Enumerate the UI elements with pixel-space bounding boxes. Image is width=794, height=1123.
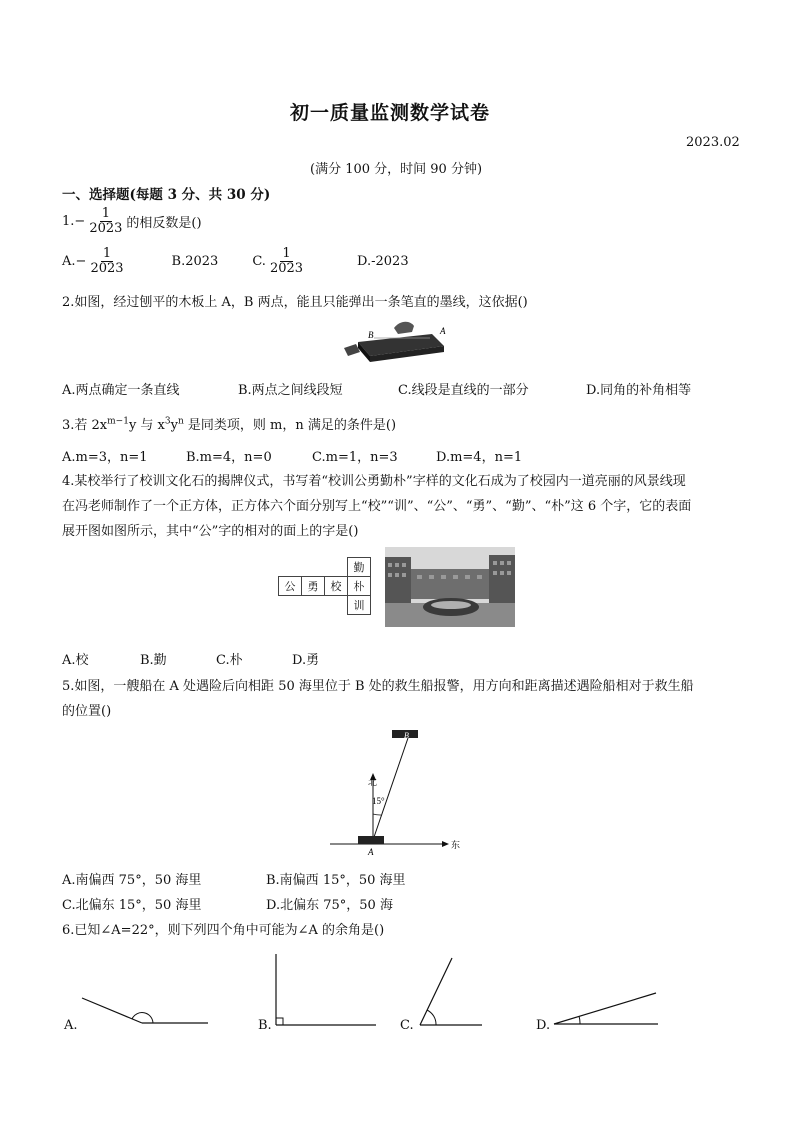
- angle-b-right-mark: [276, 1018, 283, 1025]
- q6-option-b-label[interactable]: B.: [258, 1018, 272, 1033]
- east-arrow: [442, 841, 449, 847]
- q1-option-a-minus: −: [75, 253, 87, 269]
- angle-d-arc: [579, 1016, 580, 1024]
- question-1-options: [62, 247, 409, 275]
- distress-ship-a: [358, 836, 384, 844]
- net-cell-yong: 勇: [302, 577, 325, 596]
- angle-a-arm-1: [82, 998, 142, 1023]
- q1-option-a[interactable]: [62, 247, 128, 275]
- question-3: [62, 414, 396, 433]
- q6-angle-c: [412, 955, 484, 1030]
- q3-sup2: 3: [164, 416, 171, 427]
- q3-post: 是同类项，则 m，n 满足的条件是(): [183, 418, 397, 433]
- q6-option-d-label[interactable]: D.: [536, 1018, 551, 1033]
- hand-left: [344, 344, 360, 356]
- q3-mid2: y: [170, 418, 178, 433]
- q1-numerator: 1: [101, 206, 110, 221]
- q3-option-b[interactable]: B.m=4，n=0: [186, 450, 272, 465]
- exam-date: 2023.02: [686, 135, 740, 150]
- q5-bearing-figure: [330, 722, 470, 862]
- label-b: B: [368, 330, 374, 340]
- angle-c-arc: [427, 1010, 436, 1025]
- point-b-label: B: [404, 731, 409, 740]
- school-stone-photo: [385, 547, 515, 627]
- exam-subtitle: (满分 100 分，时间 90 分钟): [310, 162, 483, 177]
- net-cell-gong: 公: [279, 577, 302, 596]
- stone-inscription: [431, 601, 471, 609]
- q6-option-c-label[interactable]: C.: [400, 1018, 414, 1033]
- q5-option-c[interactable]: C.北偏东 15°，50 海里: [62, 898, 202, 913]
- q1-stem: 的相反数是(): [126, 215, 202, 231]
- q6-angle-d: [550, 988, 662, 1030]
- question-5-options-row-2: [62, 894, 393, 913]
- q2-option-d[interactable]: D.同角的补角相等: [586, 383, 692, 398]
- q1-option-a-numerator: 1: [102, 246, 112, 261]
- q3-option-a[interactable]: A.m=3，n=1: [62, 450, 148, 465]
- line-ab: [373, 738, 408, 840]
- q5-option-a[interactable]: A.南偏西 75°，50 海里: [62, 873, 202, 888]
- label-a: A: [440, 326, 446, 336]
- q1-option-b[interactable]: B.2023: [171, 253, 219, 269]
- q1-option-d[interactable]: D.-2023: [357, 253, 409, 269]
- q1-option-a-label: A.: [62, 253, 76, 269]
- q1-option-c-numerator: 1: [282, 246, 291, 261]
- net-cell-pu: 朴: [348, 577, 371, 596]
- q3-option-d[interactable]: D.m=4，n=1: [436, 450, 523, 465]
- q5-option-d[interactable]: D.北偏东 75°，50 海: [266, 898, 393, 913]
- q6-angle-b: [270, 952, 380, 1030]
- q2-option-c[interactable]: C.线段是直线的一部分: [398, 383, 529, 398]
- q4-option-d[interactable]: D.勇: [292, 653, 320, 668]
- q3-mid1: y 与 x: [128, 418, 165, 433]
- question-1: [62, 207, 202, 235]
- question-3-options: [62, 446, 522, 465]
- net-cell-xun: 训: [348, 596, 371, 615]
- angle-label: 15°: [372, 796, 385, 806]
- q1-option-c-fraction: [268, 247, 305, 275]
- q1-minus: −: [74, 213, 86, 229]
- q3-pre: 3.若 2x: [62, 418, 108, 433]
- q6-option-a-label[interactable]: A.: [64, 1018, 78, 1033]
- question-2: 2.如图，经过刨平的木板上 A，B 两点，能且只能弹出一条笔直的墨线，这依据(): [62, 295, 528, 310]
- q1-option-c[interactable]: [252, 247, 307, 275]
- q6-angle-a: [80, 990, 212, 1030]
- q4-option-a[interactable]: A.校: [62, 653, 89, 668]
- east-label: 东: [451, 841, 461, 851]
- north-label: 北: [368, 778, 378, 788]
- q1-option-c-label: C.: [252, 253, 266, 269]
- q3-sup1: m−1: [107, 416, 129, 427]
- question-4-line-2: 在冯老师制作了一个正方体，正方体六个面分别写上“校”“训”、“公”、“勇”、“勤”、“朴”这 6 个字，它的表面: [62, 499, 692, 514]
- net-cell-qin: 勤: [348, 558, 371, 577]
- q1-fraction: [87, 207, 124, 235]
- section-heading: 一、选择题(每题 3 分、共 30 分): [62, 187, 271, 203]
- q1-denominator: 2023: [89, 220, 123, 236]
- point-a-label: A: [368, 847, 374, 857]
- cube-net: [278, 557, 371, 615]
- q1-option-a-denominator: 2023: [90, 260, 124, 276]
- building-center: [411, 569, 489, 599]
- angle-arc: [373, 814, 381, 815]
- net-cell-xiao: 校: [325, 577, 348, 596]
- q4-option-c[interactable]: C.朴: [216, 653, 243, 668]
- q1-option-a-fraction: [88, 247, 125, 275]
- q4-option-b[interactable]: B.勤: [140, 653, 167, 668]
- q1-prefix: 1.: [62, 213, 75, 229]
- question-5-line-2: 的位置(): [62, 704, 112, 719]
- question-6: 6.已知∠A=22°，则下列四个角中可能为∠A 的余角是(): [62, 923, 385, 938]
- question-5-options-row-1: [62, 869, 406, 888]
- q2-option-a[interactable]: A.两点确定一条直线: [62, 383, 180, 398]
- question-5-line-1: 5.如图，一艘船在 A 处遇险后向相距 50 海里位于 B 处的救生船报警，用方向和距离描述遇险船相对于救生船: [62, 679, 694, 694]
- q3-option-c[interactable]: C.m=1，n=3: [312, 450, 398, 465]
- question-2-options: [62, 379, 691, 398]
- q1-option-c-denominator: 2023: [269, 260, 304, 276]
- q3-sup3: n: [178, 416, 184, 427]
- question-4-line-3: 展开图如图所示，其中“公”字的相对的面上的字是(): [62, 524, 359, 539]
- q5-option-b[interactable]: B.南偏西 15°，50 海里: [266, 873, 406, 888]
- angle-a-arc: [132, 1013, 153, 1023]
- q2-plank-figure: [340, 318, 452, 366]
- page-title: 初一质量监测数学试卷: [290, 102, 491, 124]
- angle-c-arm-1: [420, 958, 452, 1025]
- question-4-line-1: 4.某校举行了校训文化石的揭牌仪式，书写着“校训公勇勤朴”字样的文化石成为了校园内一道亮丽的风景线现: [62, 474, 686, 489]
- angle-d-arm-1: [554, 993, 656, 1024]
- hand-right: [394, 322, 414, 334]
- question-4-options: [62, 649, 319, 668]
- q2-option-b[interactable]: B.两点之间线段短: [238, 383, 343, 398]
